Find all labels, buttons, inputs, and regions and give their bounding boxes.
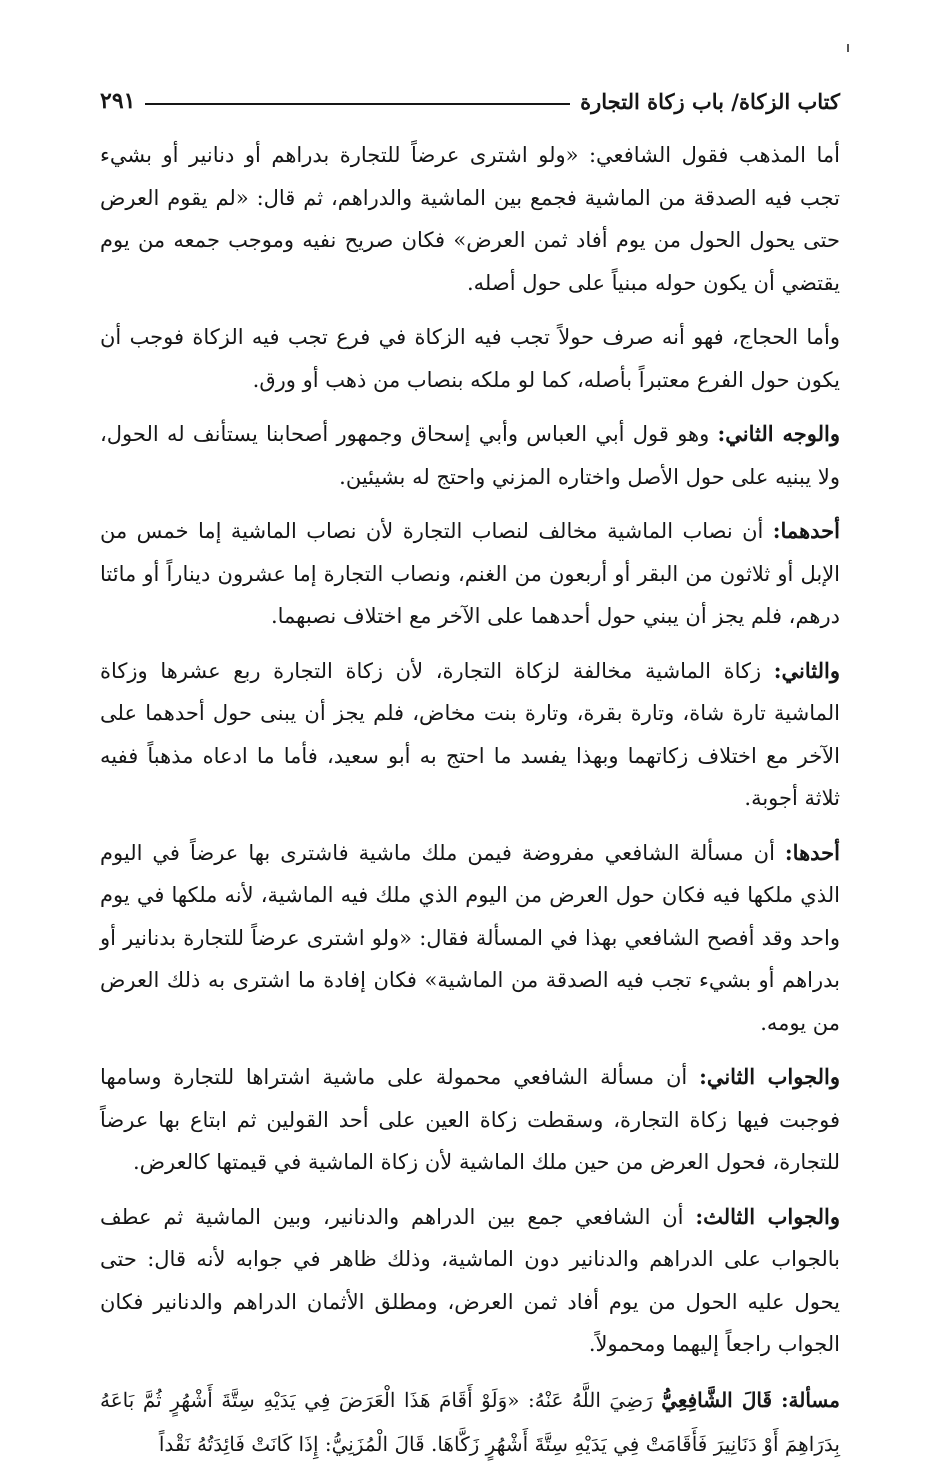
paragraph-text: رَضِيَ اللَّهُ عَنْهُ: «وَلَوْ أَقَامَ هَذَا الْعَرَضَ فِي يَدَيْهِ سِتَّةَ أَشْهُرٍ ثُمَّ بَاعَهُ بِدَرَاهِمَ أَوْ دَنَانِيرَ فَأَقَامَتْ فِي يَدَيْهِ سِتَّةَ أَشْهُرٍ زَكَّاهَا. قَالَ الْمُزَنِيُّ: إِذَا كَانَتْ فَائِدَتُهُ نَقْداً bbox=[100, 1387, 840, 1456]
paragraph bbox=[100, 832, 840, 1045]
paragraph-text: أن نصاب الماشية مخالف لنصاب التجارة لأن نصاب الماشية إما خمس من الإبل أو ثلاثون من البقر أو أربعون من الغنم، ونصاب التجارة إما عشرون ديناراً أو مائتا درهم، فلم يجز أن يبني حول أحدهما على الآخر مع اختلاف نصبهما. bbox=[100, 519, 840, 628]
page-number: ٢٩١ bbox=[100, 88, 136, 114]
paragraph-text: وهو قول أبي العباس وأبي إسحاق وجمهور أصحابنا يستأنف له الحول، ولا يبنيه على حول الأصل واختاره المزني واحتج له بشيئين. bbox=[100, 422, 840, 489]
paragraph-lead: والوجه الثاني: bbox=[717, 421, 840, 446]
paragraph-text: أن الشافعي جمع بين الدراهم والدنانير، وبين الماشية ثم عطف بالجواب على الدراهم والدنانير دون الماشية، وذلك ظاهر في جوابه لأنه قال: حتى يحول عليه الحول من يوم أفاد ثمن العرض، ومطلق الأثمان الدراهم والدنانير فكان الجواب راجعاً إليهما ومحمولاً. bbox=[100, 1204, 840, 1356]
paragraph bbox=[100, 1056, 840, 1184]
paragraph bbox=[100, 650, 840, 820]
paragraph bbox=[100, 316, 840, 401]
book-page bbox=[100, 70, 840, 1478]
paragraph bbox=[100, 1378, 840, 1466]
margin-mark bbox=[847, 44, 849, 52]
paragraph bbox=[100, 1196, 840, 1366]
paragraph-lead: مسألة: قَالَ الشَّافِعِيُّ bbox=[661, 1387, 840, 1412]
header-rule bbox=[145, 103, 570, 105]
paragraph-lead: والثاني: bbox=[773, 657, 841, 683]
paragraph-lead: أحدهما: bbox=[772, 518, 840, 543]
paragraph-lead: والجواب الثالث: bbox=[695, 1203, 840, 1229]
paragraph bbox=[100, 413, 840, 498]
paragraph-lead: أحدها: bbox=[784, 839, 840, 865]
paragraph bbox=[100, 134, 840, 304]
paragraph bbox=[100, 510, 840, 638]
paragraph-lead: والجواب الثاني: bbox=[699, 1064, 841, 1089]
paragraph-text: أما المذهب فقول الشافعي: «ولو اشترى عرضاً للتجارة بدراهم أو دنانير أو بشيء تجب فيه الصدقة من الماشية فجمع بين الماشية والدراهم، ثم قال: «لم يقوم العرض حتى يحول الحول من يوم أفاد ثمن العرض» فكان صريح نفيه وموجب جمعه من يوم يقتضي أن يكون حوله مبنياً على حول أصله. bbox=[100, 143, 840, 295]
paragraph-text: زكاة الماشية مخالفة لزكاة التجارة، لأن زكاة التجارة ربع عشرها وزكاة الماشية تارة شاة، وتارة بقرة، وتارة بنت مخاض، فلم يجز أن يبنى حول أحدهما على الآخر مع اختلاف زكاتهما وبهذا يفسد ما احتج به أبو سعيد، فأما ما ادعاه مذهباً ففيه ثلاثة أجوبة. bbox=[100, 658, 840, 810]
paragraph-text: وأما الحجاج، فهو أنه صرف حولاً تجب فيه الزكاة في فرع تجب فيه الزكاة فوجب أن يكون حول الفرع معتبراً بأصله، كما لو ملكه بنصاب من ذهب أو ورق. bbox=[100, 325, 840, 392]
paragraph-text: أن مسألة الشافعي مفروضة فيمن ملك ماشية فاشترى بها عرضاً في اليوم الذي ملكها فيه فكان حول العرض من اليوم الذي ملك فيه الماشية، لأنه ملكها في يوم واحد وقد أفصح الشافعي بهذا في المسألة فقال: «ولو اشترى عرضاً للتجارة بدنانير أو بدراهم أو بشيء تجب فيه الصدقة من الماشية» فكان إفادة ما اشترى به ذلك العرض من يومه. bbox=[100, 840, 841, 1035]
running-header bbox=[100, 70, 840, 114]
running-title: كتاب الزكاة/ باب زكاة التجارة bbox=[580, 89, 840, 114]
paragraph-text: أن مسألة الشافعي محمولة على ماشية اشتراها للتجارة وسامها فوجبت فيها زكاة التجارة، وسقطت زكاة العين على أحد القولين ثم ابتاع بها عرضاً للتجارة، فحول العرض من حين ملك الماشية لأن زكاة الماشية في قيمتها كالعرض. bbox=[100, 1065, 840, 1174]
